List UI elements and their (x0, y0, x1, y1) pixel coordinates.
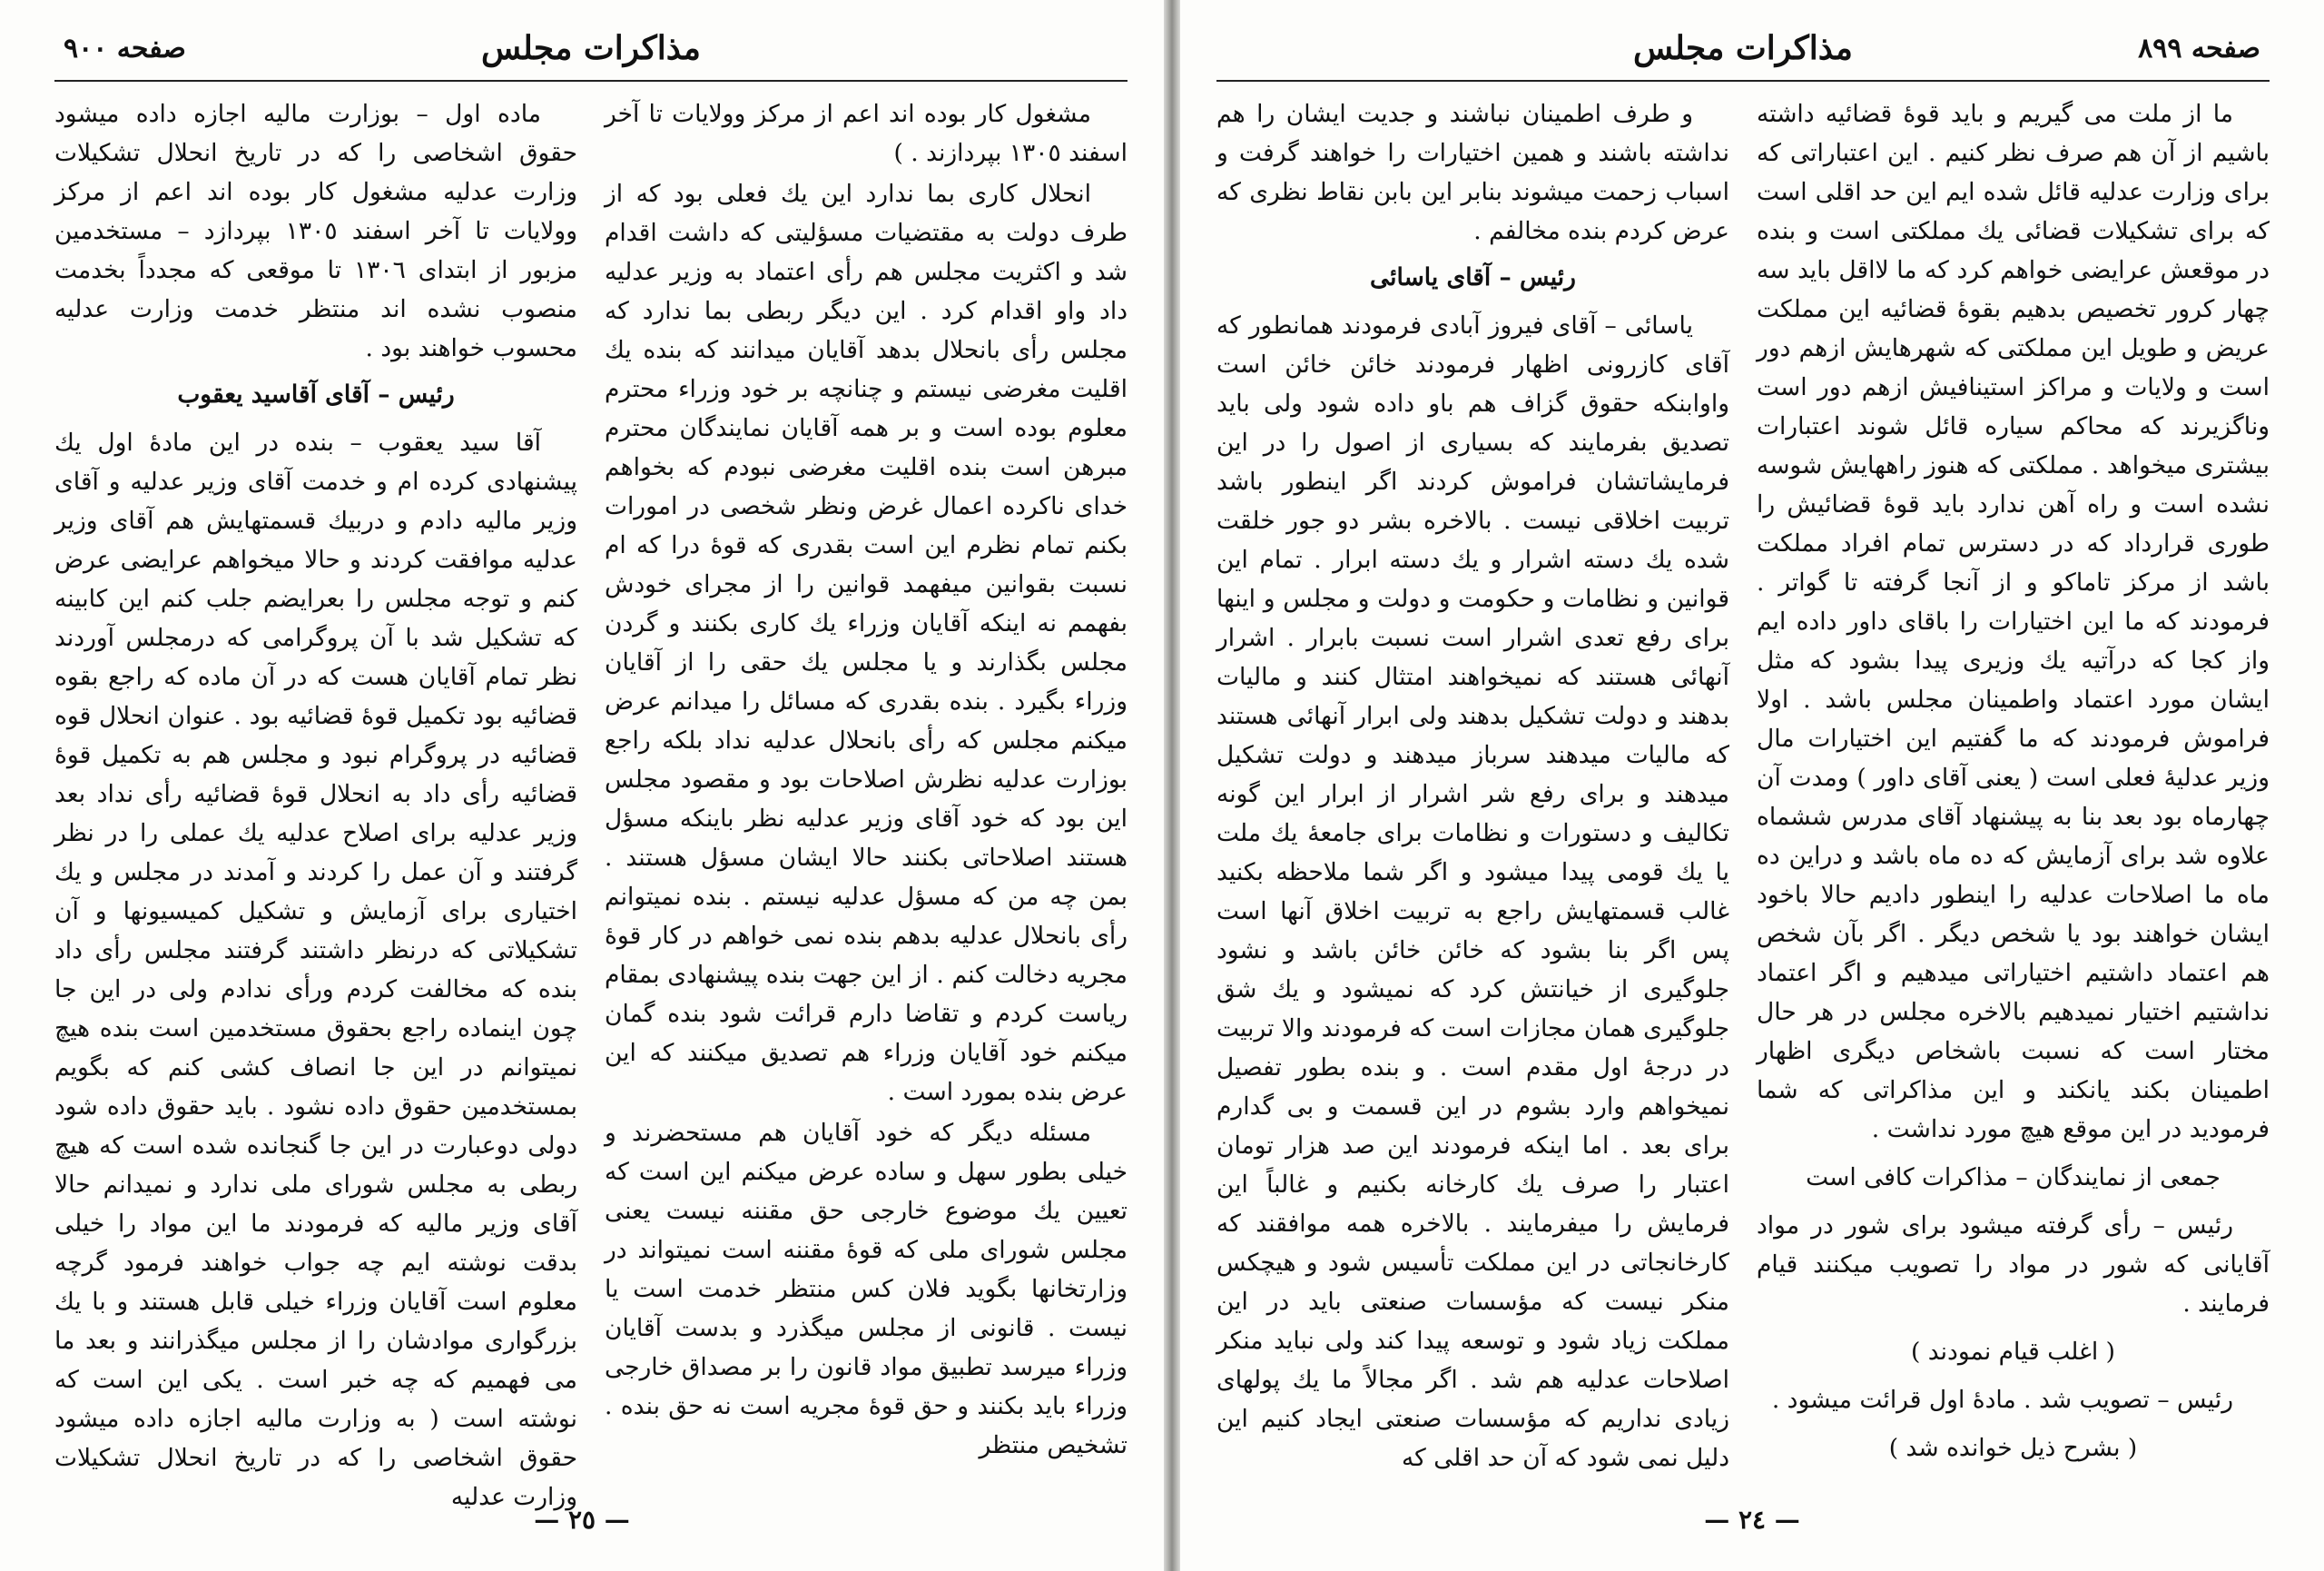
right-page-footer: — ٢٤ — (1704, 1505, 1800, 1535)
book-gutter (1164, 0, 1180, 1571)
left-page-number: صفحه ٩٠٠ (64, 33, 186, 64)
right-page-column-left (1757, 94, 2270, 1484)
speaker-heading: رئیس – آقای یاسائی (1370, 263, 1576, 291)
left-page-column-left (605, 94, 1128, 1484)
procedural-note: جمعی از نمایندگان – مذاکرات کافی است (1806, 1163, 2221, 1191)
paragraph: ما از ملت می گیریم و باید قوهٔ قضائیه داشته باشیم از آن هم صرف نظر کنیم . این اعتباراتی که برای وزارت عدلیه قائل شده ایم این حد اقلی است که برای تشکیلات قضائی یك مملکتی است و بنده در موقعش عرایضی خواهم کرد که ما لااقل باید سه چهار کرور تخصیص بدهیم بقوهٔ قضائیه این مملکت عریض و طویل این مملکتی که شهرهایش ازهم دور است و ولایات و مراکز استینافیش ازهم دور است وناگزیرند که محاکم سیاره قائل شوند اعتبارات بیشتری میخواهد . مملکتی که هنوز راههایش شوسه نشده است و راه آهن ندارد باید قوهٔ قضائیش را طوری قرارداد که در دسترس تمام افراد مملکت باشد از مرکز تاماکو و از آنجا گرفته تا گواتر . فرمودند که ما این اختیارات را باقای داور داده ایم واز کجا که درآتیه یك وزیری پیدا بشود که مثل ایشان مورد اعتماد واطمینان مجلس باشد . اولا فراموش فرمودند که ما گفتیم این اختیارات مال وزیر عدلیهٔ فعلی است ( یعنی آقای داور ) ومدت آن چهارماه بود بعد بنا به پیشنهاد آقای مدرس ششماه علاوه شد برای آزمایش که ده ماه باشد و دراین ده ماه ما اصلاحات عدلیه را اینطور دادیم حالا باخود ایشان خواهند بود یا شخص دیگر . اگر بآن شخص هم اعتماد داشتیم اختیاراتی میدهیم و اگر اعتماد نداشتیم اختیار نمیدهیم بالاخره مجلس در هر حال مختار است که نسبت باشخاص دیگری اظهار اطمینان بکند یانکند و این مذاکراتی که شما فرمودید در این موقع هیچ مورد نداشت . (1757, 100, 2270, 1143)
paragraph: یاسائی – آقای فیروز آبادی فرمودند همانطور که آقای کازرونی اظهار فرمودند خائن خائن است واوابنکه حقوق گزاف هم باو داده شود ولی باید تصدیق بفرمایند که بسیاری از اصول را در این فرمایشاتشان فراموش کردند اگر اینطور باشد تربیت اخلاقی نیست . بالاخره بشر دو جور خلقت شده یك دسته اشرار و یك دسته ابرار . تمام این قوانین و نظامات و حکومت و دولت و مجلس و اینها برای رفع تعدی اشرار است نسبت بابرار . اشرار آنهائی هستند که نمیخواهند امتثال کنند و مالیات بدهند و دولت تشکیل بدهند ولی ابرار آنهائی هستند که مالیات میدهند سرباز میدهند و دولت تشکیل میدهند و برای رفع شر اشرار از ابرار این گونه تکالیف و دستورات و نظامات برای جامعهٔ یك ملت یا یك قومی پیدا میشود و اگر شما ملاحظه بکنید غالب قسمتهایش راجع به تربیت اخلاق آنها است پس اگر بنا بشود که خائن خائن باشد و نشود جلوگیری از خیانتش کرد که نمیشود و یك شق جلوگیری همان مجازات است که فرمودند والا تربیت در درجهٔ اول مقدم است . و بنده بطور تفصیل نمیخواهم وارد بشوم در این قسمت و بی گدارم برای بعد . اما اینکه فرمودند این صد هزار تومان اعتبار را صرف یك کارخانه بکنیم و غالباً این فرمایش را میفرمایند . بالاخره همه موافقند که کارخانجاتی در این مملکت تأسیس شود و هیچکس منکر نیست که مؤسسات صنعتی باید در این مملکت زیاد شود و توسعه پیدا کند ولی نباید منکر اصلاحات عدلیه هم شد . اگر مجالاً ما یك پولهای زیادی نداریم که مؤسسات صنعتی ایجاد کنیم این دلیل نمی شود که آن حد اقلی که (1216, 311, 1729, 1472)
paragraph: رئیس – تصویب شد . مادهٔ اول قرائت میشود . (1771, 1386, 2233, 1414)
right-page (1180, 0, 2324, 1571)
left-page-header (54, 16, 1128, 82)
procedural-note: ( بشرح ذیل خوانده شد ) (1888, 1434, 2138, 1462)
procedural-note: ( اغلب قیام نمودند ) (1910, 1338, 2115, 1366)
paragraph: و طرف اطمینان نباشند و جدیت ایشان را هم نداشته باشند و همین اختیارات را خواهند گرفت و اسباب زحمت میشوند بنابر این بابن نقاط نظری که عرض کردم بنده مخالفم . (1216, 100, 1729, 245)
paragraph: رئیس – رأی گرفته میشود برای شور در مواد آقایانی که شور در مواد را تصویب میکنند قیام فرمایند . (1757, 1211, 2270, 1318)
right-page-title: مذاکرات مجلس (1633, 29, 1853, 67)
left-page-column-right (54, 94, 578, 1511)
paragraph: ماده اول – بوزارت مالیه اجازه داده میشود حقوق اشخاصی را که در تاریخ انحلال تشکیلات وزارت عدلیه مشغول کار بوده اند اعم از مرکز وولایات تا آخر اسفند ١٣٠٥ بپردازد – مستخدمین مزبور از ابتدای ١٣٠٦ تا موقعی که مجدداً بخدمت منصوب نشده اند منتظر خدمت وزارت عدلیه محسوب خواهند بود . (54, 100, 578, 362)
left-page-title: مذاکرات مجلس (481, 29, 701, 67)
speaker-heading: رئیس – آقای آقاسید یعقوب (177, 380, 455, 409)
right-page-header (1216, 16, 2270, 82)
paragraph: انحلال کاری بما ندارد این یك فعلی بود که از طرف دولت به مقتضیات مسؤلیتی که داشت اقدام شد و اکثریت مجلس هم رأی اعتماد به وزیر عدلیه داد واو اقدام کرد . این دیگر ربطی بما ندارد که مجلس رأی بانحلال بدهد آقایان میدانند که بنده یك اقلیت مغرضی نیستم و چنانچه بر خود وزراء محترم معلوم بوده است و بر همه آقایان نمایندگان محترم مبرهن است بنده اقلیت مغرضی نبودم که بخواهم خدای ناکرده اعمال غرض ونظر شخصی در امورات بکنم تمام نظرم این است بقدری که قوهٔ درا که ام نسبت بقوانین میفهمد قوانین را از مجرای خودش بفهمم نه اینکه آقایان وزراء یك کاری بکنند و گردن مجلس بگذارند و یا مجلس یك حقی را از آقایان وزراء بگیرد . بنده بقدری که مسائل را میدانم عرض میکنم مجلس که رأی بانحلال عدلیه نداد بلکه راجع بوزارت عدلیه نظرش اصلاحات بود و مقصود مجلس این بود که خود آقای وزیر عدلیه نظر باینکه مسؤل هستند اصلاحاتی بکنند حالا ایشان مسؤل هستند . بمن چه من که مسؤل عدلیه نیستم . بنده نمیتوانم رأی بانحلال عدلیه بدهم بنده نمی خواهم در کار قوهٔ مجریه دخالت کنم . از این جهت بنده پیشنهادی بمقام ریاست کردم و تقاضا دارم قرائت شود بنده گمان میکنم خود آقایان وزراء هم تصدیق میکنند که این عرض بنده بمورد است . (605, 180, 1128, 1106)
paragraph: مشغول کار بوده اند اعم از مرکز وولایات تا آخر اسفند ١٣٠٥ بپردازند . ) (605, 100, 1128, 167)
right-page-column-right (1216, 94, 1729, 1484)
paragraph: آقا سید یعقوب – بنده در این مادهٔ اول یك پیشنهادی کرده ام و خدمت آقای وزیر عدلیه و آقای وزیر مالیه دادم و دربیك قسمتهایش هم آقای وزیر عدلیه موافقت کردند و حالا میخواهم عرایضی عرض کنم و توجه مجلس را بعرایضم جلب کنم این کابینه که تشکیل شد با آن پروگرامی که درمجلس آوردند نظر تمام آقایان هست که در آن ماده که راجع بقوه قضائیه بود تکمیل قوهٔ قضائیه بود . عنوان انحلال قوه قضائیه در پروگرام نبود و مجلس هم به تکمیل قوهٔ قضائیه رأی داد به انحلال قوهٔ قضائیه رأی نداد بعد وزیر عدلیه برای اصلاح عدلیه یك عملی را در نظر گرفتند و آن عمل را کردند و آمدند در مجلس و یك اختیاری برای آزمایش و تشکیل کمیسیونها و آن تشکیلاتی که درنظر داشتند گرفتند مجلس رأی داد بنده که مخالفت کردم ورأی ندادم ولی در این جا چون اینماده راجع بحقوق مستخدمین است بنده هیچ نمیتوانم در این جا انصاف کشی کنم که بگویم بمستخدمین حقوق داده نشود . باید حقوق داده شود دولی دوعبارت در این جا گنجانده شده است که هیچ ربطی به مجلس شورای ملی ندارد و نمیدانم حالا آقای وزیر مالیه که فرمودند ما این مواد را خیلی بدقت نوشته ایم چه جواب خواهند فرمود گرچه معلوم است آقایان وزراء خیلی قابل هستند و با یك بزرگواری موادشان را از مجلس میگذرانند و بعد ما می فهمیم که چه خبر است . یکی این است که نوشته است ( به وزارت مالیه اجازه داده میشود حقوق اشخاصی را که در تاریخ انحلال تشکیلات وزارت عدلیه (54, 429, 577, 1511)
right-page-columns (1216, 94, 2270, 1484)
right-page-number: صفحه ٨٩٩ (2138, 33, 2260, 64)
left-page-footer: — ٢٥ — (534, 1505, 630, 1535)
left-page-columns (54, 94, 1128, 1511)
paragraph: مسئله دیگر که خود آقایان هم مستحضرند و خیلی بطور سهل و ساده عرض میکنم این است که تعیین یك موضوع خارجی حق مقننه نیست یعنی مجلس شورای ملی که قوهٔ مقننه است نمیتواند در وزارتخانها بگوید فلان کس منتظر خدمت است یا نیست . قانونی از مجلس میگذرد و بدست آقایان وزراء میرسد تطبیق مواد قانون را بر مصداق خارجی وزراء باید بکنند و حق قوهٔ مجریه است نه حق بنده . تشخیص منتظر (605, 1119, 1128, 1459)
